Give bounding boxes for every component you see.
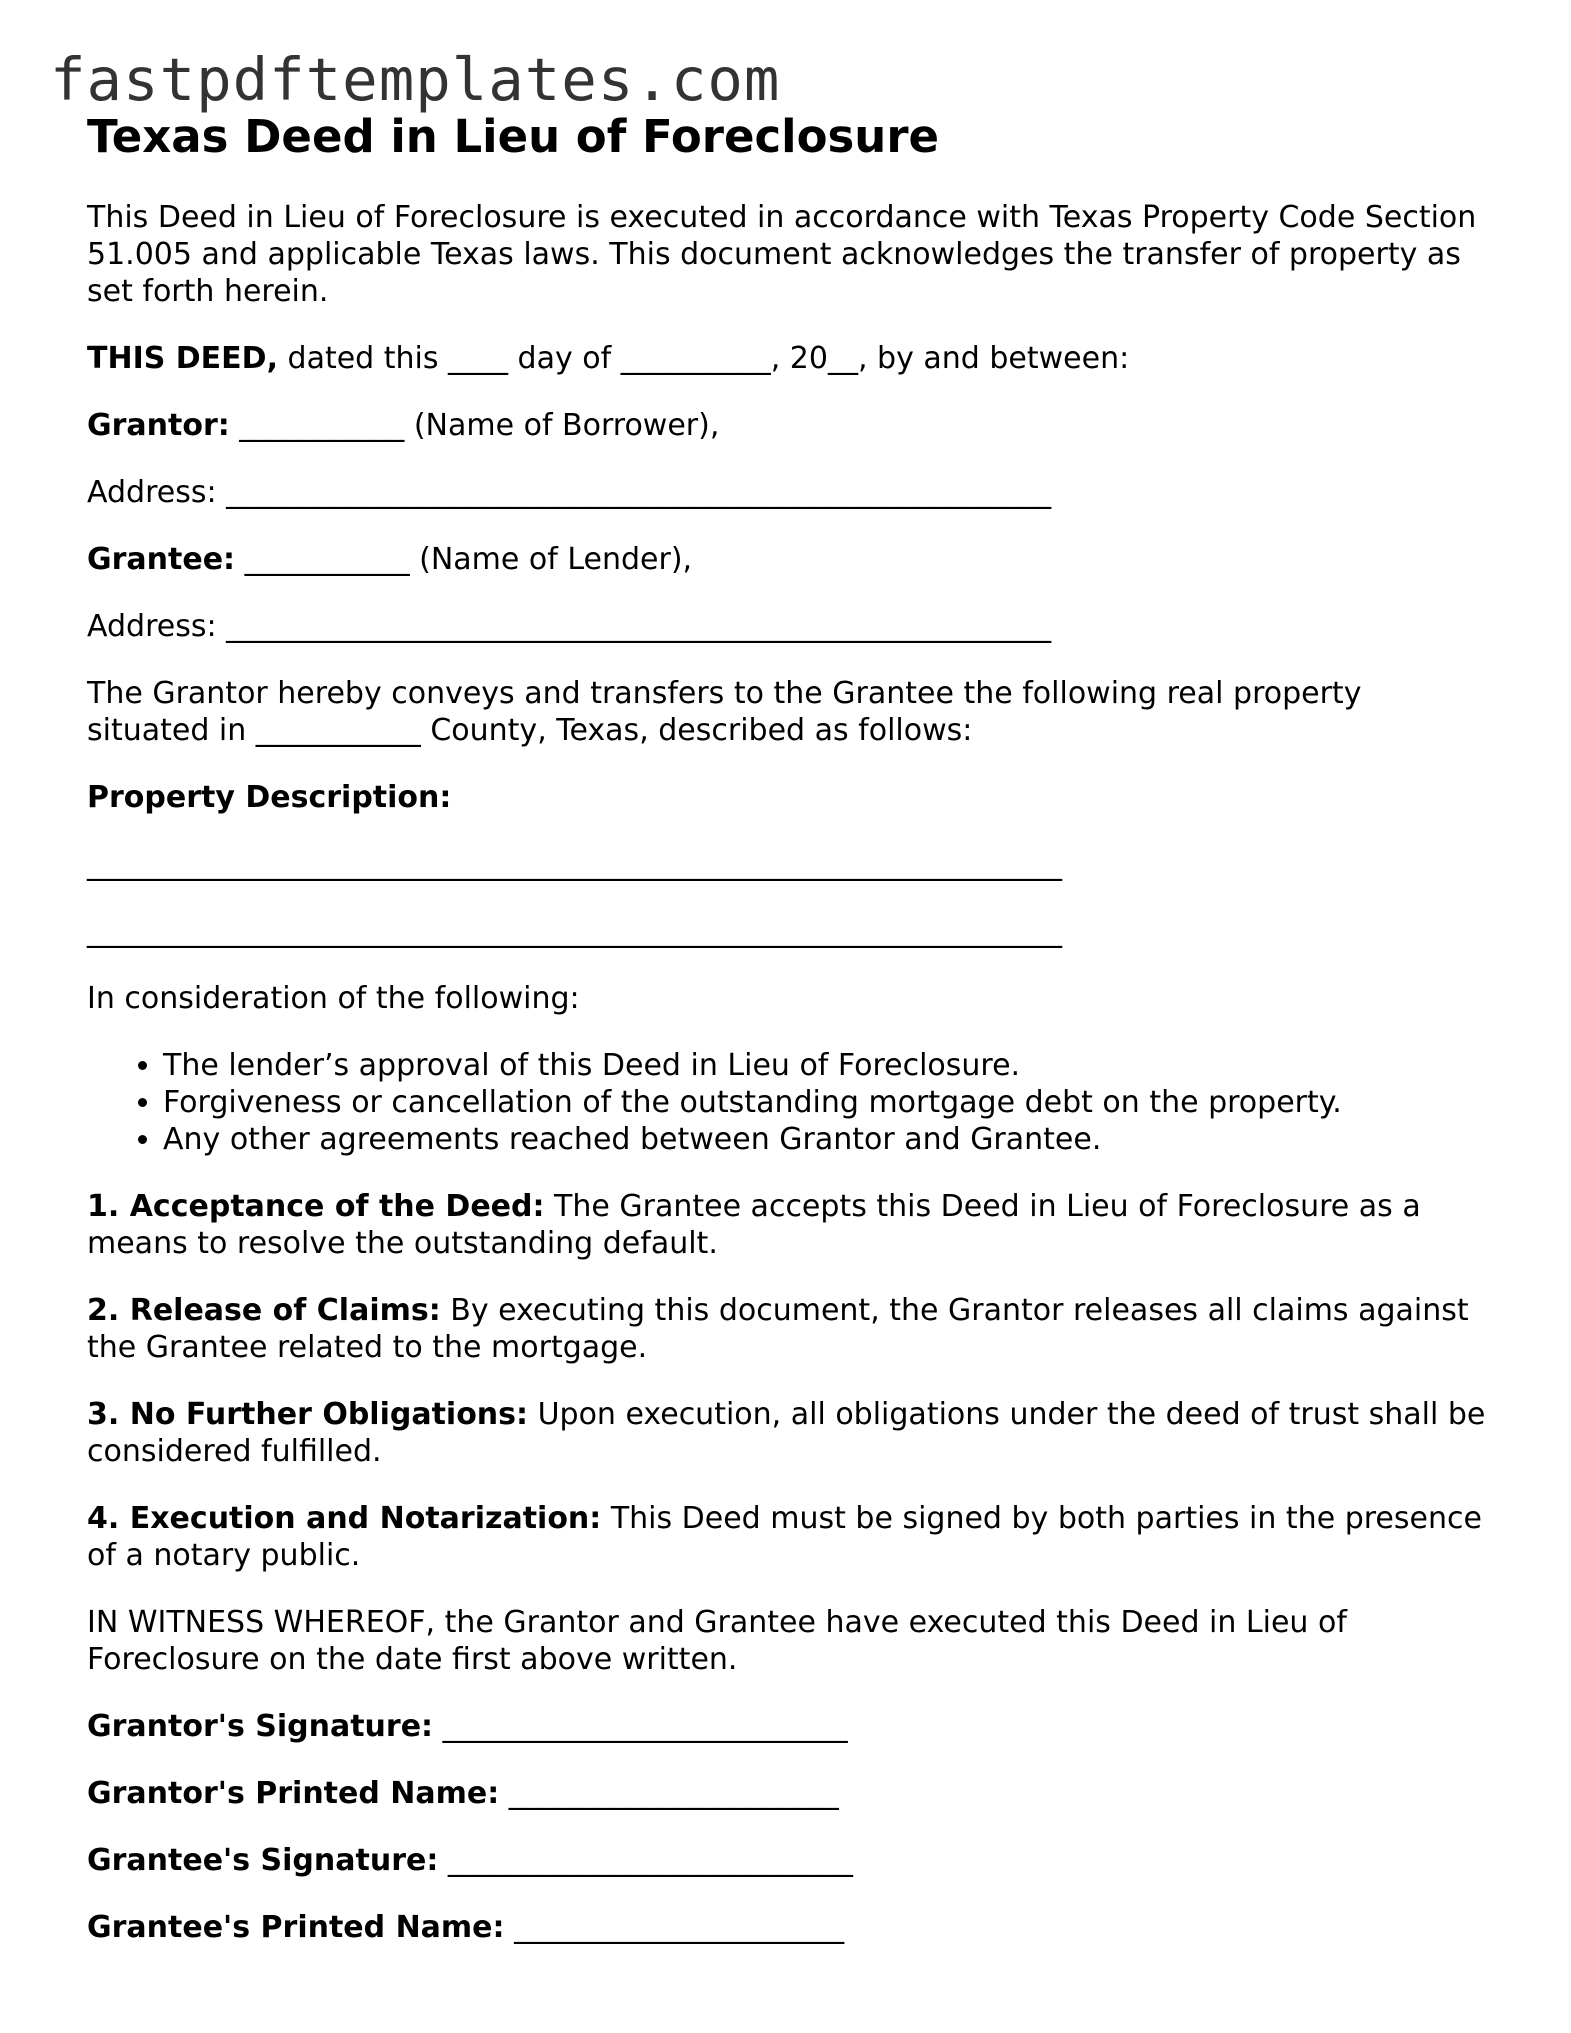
clause-text: Upon execution, all obligations under the deed of trust shall be considered fulfilled. bbox=[87, 1397, 1486, 1469]
clause-label: 1. Acceptance of the Deed: bbox=[87, 1189, 545, 1224]
intro-paragraph: This Deed in Lieu of Foreclosure is executed in accordance with Texas Property Code Section 51.005 and applicable Texas laws. This document acknowledges the transfer of property as set forth herein. bbox=[87, 200, 1477, 309]
list-item: • Any other agreements reached between Grantor and Grantee. bbox=[163, 1121, 1487, 1158]
grantor-name-field: ___________ (Name of Borrower), bbox=[229, 408, 720, 443]
grantor-printed-name-line bbox=[87, 1775, 1487, 1812]
signature-block bbox=[87, 1708, 1487, 1946]
grantor-line bbox=[87, 407, 1487, 444]
clause-text: By executing this document, the Grantor releases all claims against the Grantee related to the mortgage. bbox=[87, 1293, 1469, 1365]
grantee-label: Grantee: bbox=[87, 542, 236, 577]
signature-label: Grantor's Printed Name: bbox=[87, 1776, 500, 1811]
grantee-name-field: ___________ (Name of Lender), bbox=[235, 542, 693, 577]
clause-text: The Grantee accepts this Deed in Lieu of Foreclosure as a means to resolve the outstanding default. bbox=[87, 1189, 1421, 1261]
conveyance-paragraph: The Grantor hereby conveys and transfers to the Grantee the following real property situated in ___________ County, Texas, described as follows: bbox=[87, 676, 1362, 748]
signature-blank: ___________________________ bbox=[438, 1843, 853, 1878]
property-description-line-2: _________________________________________________________________ bbox=[87, 914, 1062, 949]
grantee-signature-line bbox=[87, 1842, 1487, 1879]
property-description-heading: Property Description: bbox=[87, 780, 452, 815]
clause-release bbox=[87, 1292, 1487, 1366]
deed-date-line bbox=[87, 340, 1487, 377]
document-title: Texas Deed in Lieu of Foreclosure bbox=[87, 110, 940, 163]
witness-paragraph: IN WITNESS WHEREOF, the Grantor and Grantee have executed this Deed in Lieu of Foreclosure on the date first above written. bbox=[87, 1605, 1347, 1677]
grantor-address-line: Address: _______________________________________________________ bbox=[87, 475, 1052, 510]
grantee-line bbox=[87, 541, 1487, 578]
signature-blank: ______________________ bbox=[504, 1910, 845, 1945]
clause-acceptance bbox=[87, 1188, 1487, 1262]
signature-label: Grantee's Printed Name: bbox=[87, 1910, 505, 1945]
clause-text: This Deed must be signed by both parties in the presence of a notary public. bbox=[87, 1501, 1482, 1573]
grantee-address-line: Address: _______________________________________________________ bbox=[87, 609, 1052, 644]
signature-label: Grantor's Signature: bbox=[87, 1709, 434, 1744]
clause-execution bbox=[87, 1500, 1487, 1574]
property-description-label bbox=[87, 779, 1487, 816]
deed-label: THIS DEED, bbox=[87, 341, 278, 376]
watermark: fastpdftemplates.com bbox=[50, 45, 781, 114]
list-item: • The lender’s approval of this Deed in Lieu of Foreclosure. bbox=[163, 1047, 1487, 1084]
grantee-printed-name-line bbox=[87, 1909, 1487, 1946]
property-description-line-1: _________________________________________________________________ bbox=[87, 847, 1062, 882]
clause-label: 4. Execution and Notarization: bbox=[87, 1501, 602, 1536]
clause-label: 3. No Further Obligations: bbox=[87, 1397, 529, 1432]
grantor-label: Grantor: bbox=[87, 408, 230, 443]
signature-blank: ___________________________ bbox=[433, 1709, 848, 1744]
list-item: • Forgiveness or cancellation of the outstanding mortgage debt on the property. bbox=[163, 1084, 1487, 1121]
document-body bbox=[87, 110, 1487, 1976]
signature-label: Grantee's Signature: bbox=[87, 1843, 439, 1878]
clause-obligations bbox=[87, 1396, 1487, 1470]
consideration-intro: In consideration of the following: bbox=[87, 981, 580, 1016]
grantor-signature-line bbox=[87, 1708, 1487, 1745]
consideration-list bbox=[87, 1047, 1487, 1158]
clause-label: 2. Release of Claims: bbox=[87, 1293, 441, 1328]
signature-blank: ______________________ bbox=[499, 1776, 839, 1811]
deed-date-text: dated this ____ day of __________, 20__, by and between: bbox=[277, 341, 1130, 376]
